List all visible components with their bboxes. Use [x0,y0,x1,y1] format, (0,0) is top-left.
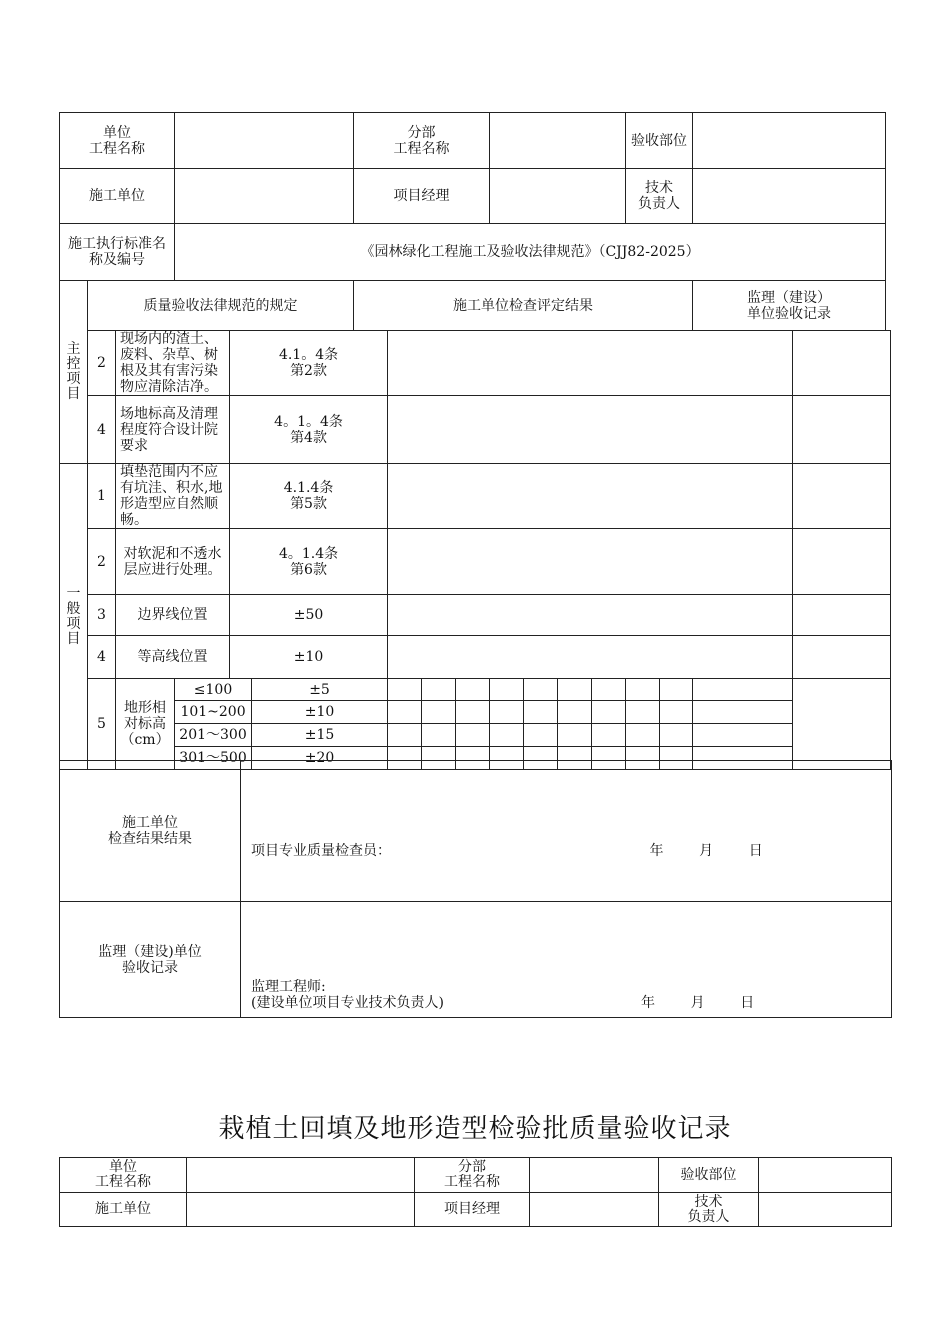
signature-table [59,760,892,1018]
second-form-title: 栽植土回填及地形造型检验批质量验收记录 [218,1114,732,1144]
tech-lead-label: 技术 负责人 [626,169,693,224]
measure-cell[interactable] [660,724,693,747]
supervisor-record-cell[interactable] [793,529,891,595]
measure-cell[interactable] [456,679,490,701]
construction-unit-label: 施工单位 [60,1193,187,1227]
construction-unit-label: 施工单位 [60,169,175,224]
item-description: 填垫范围内不应有坑洼、积水,地形造型应自然顺畅。 [116,464,230,529]
item-tolerance: ±50 [230,595,388,636]
measure-cell[interactable] [693,679,793,701]
construction-unit-value[interactable] [175,169,354,224]
acceptance-part-value[interactable] [693,113,886,169]
terrain-range: 101~200 [175,701,252,724]
unit-project-name-label: 单位 工程名称 [60,113,175,169]
terrain-tolerance: ±10 [252,701,388,724]
item-clause: 4。1。4条 第4款 [230,396,388,464]
measure-cell[interactable] [490,701,524,724]
construction-check-cell[interactable] [388,331,793,396]
general-items-label: 一般项目 [60,464,88,770]
project-manager-label: 项目经理 [354,169,490,224]
construction-check-cell[interactable] [388,396,793,464]
measure-cell[interactable] [592,679,626,701]
item-description: 边界线位置 [116,595,230,636]
supervisor-engineer-sub: (建设单位项目专业技术负责人) [251,995,444,1011]
supervisor-record-cell[interactable] [793,331,891,396]
item-number: 1 [88,464,116,529]
second-form-header-table [59,1157,892,1227]
acceptance-part-label: 验收部位 [626,113,693,169]
project-manager-label: 项目经理 [415,1193,530,1227]
supervisor-engineer-label: 监理工程师: [251,979,326,995]
acceptance-record-table [59,112,891,770]
item-clause: 4.1.4条 第5款 [230,464,388,529]
acceptance-part-label: 验收部位 [659,1158,759,1193]
measure-cell[interactable] [558,679,592,701]
sub-project-name-value[interactable] [490,113,626,169]
measure-cell[interactable] [388,679,422,701]
item-clause: 4.1。4条 第2款 [230,331,388,396]
construction-check-cell[interactable] [388,595,793,636]
measure-cell[interactable] [490,679,524,701]
measure-cell[interactable] [592,724,626,747]
measure-cell[interactable] [422,679,456,701]
acceptance-part-value[interactable] [759,1158,892,1193]
measure-cell[interactable] [388,701,422,724]
spec-column-header: 质量验收法律规范的规定 [88,281,354,331]
supervisor-date: 年 月 日 [641,995,755,1011]
measure-cell[interactable] [422,724,456,747]
tech-lead-label: 技术 负责人 [659,1193,759,1227]
measure-cell[interactable] [524,724,558,747]
construction-result-cell[interactable] [241,761,892,902]
sub-project-name-label: 分部 工程名称 [354,113,490,169]
construction-unit-value[interactable] [187,1193,415,1227]
construction-check-cell[interactable] [388,529,793,595]
measure-cell[interactable] [626,724,660,747]
item-clause: 4。1.4条 第6款 [230,529,388,595]
construction-check-column-header: 施工单位检查评定结果 [354,281,693,331]
unit-project-name-value[interactable] [187,1158,415,1193]
item-number: 4 [88,396,116,464]
item-tolerance: ±10 [230,636,388,679]
item-description: 对软泥和不透水层应进行处理。 [116,529,230,595]
measure-cell[interactable] [422,701,456,724]
terrain-supervisor-cell[interactable] [793,679,891,770]
measure-cell[interactable] [693,701,793,724]
item-number: 2 [88,529,116,595]
standard-name-label: 施工执行标准名 称及编号 [60,224,175,281]
measure-cell[interactable] [693,724,793,747]
standard-name-value: 《园林绿化工程施工及验收法律规范》（CJJ82-2025） [175,224,886,281]
item-description: 现场内的渣土、废料、杂草、树根及其有害污染物应清除洁净。 [116,331,230,396]
terrain-range: 201～300 [175,724,252,747]
terrain-relative-height-label: 地形相对标高（cm） [116,679,175,770]
item-number: 3 [88,595,116,636]
terrain-tolerance: ±15 [252,724,388,747]
terrain-range: 301～500 [175,747,252,770]
sub-project-name-label: 分部 工程名称 [415,1158,530,1193]
sub-project-name-value[interactable] [530,1158,659,1193]
construction-check-cell[interactable] [388,636,793,679]
construction-result-label: 施工单位 检查结果结果 [60,761,241,902]
measure-cell[interactable] [490,724,524,747]
measure-cell[interactable] [626,701,660,724]
terrain-tolerance: ±20 [252,747,388,770]
supervisor-record-cell[interactable] [241,902,892,1018]
item-number: 5 [88,679,116,770]
main-items-label: 主控项目 [60,281,88,464]
tech-lead-value[interactable] [759,1193,892,1227]
measure-cell[interactable] [626,679,660,701]
inspection-date: 年 月 日 [649,843,763,859]
unit-project-name-label: 单位 工程名称 [60,1158,187,1193]
construction-check-cell[interactable] [388,464,793,529]
supervisor-record-cell[interactable] [793,396,891,464]
measure-cell[interactable] [660,701,693,724]
supervisor-record-cell[interactable] [793,636,891,679]
item-description: 场地标高及清理程度符合设计院要求 [116,396,230,464]
tech-lead-value[interactable] [693,169,886,224]
inspector-label: 项目专业质量检查员： [251,843,391,859]
unit-project-name-value[interactable] [175,113,354,169]
supervisor-record-column-header: 监理（建设） 单位验收记录 [693,281,886,331]
project-manager-value[interactable] [530,1193,659,1227]
measure-cell[interactable] [558,724,592,747]
item-description: 等高线位置 [116,636,230,679]
terrain-tolerance: ±5 [252,679,388,701]
measure-cell[interactable] [558,701,592,724]
measure-cell[interactable] [660,679,693,701]
project-manager-value[interactable] [490,169,626,224]
measure-cell[interactable] [524,679,558,701]
measure-cell[interactable] [456,701,490,724]
supervisor-record-label: 监理（建设)单位 验收记录 [60,902,241,1018]
terrain-range: ≤100 [175,679,252,701]
item-number: 2 [88,331,116,396]
measure-cell[interactable] [592,701,626,724]
measure-cell[interactable] [524,701,558,724]
measure-cell[interactable] [456,724,490,747]
supervisor-record-cell[interactable] [793,464,891,529]
item-number: 4 [88,636,116,679]
measure-cell[interactable] [388,724,422,747]
supervisor-record-cell[interactable] [793,595,891,636]
